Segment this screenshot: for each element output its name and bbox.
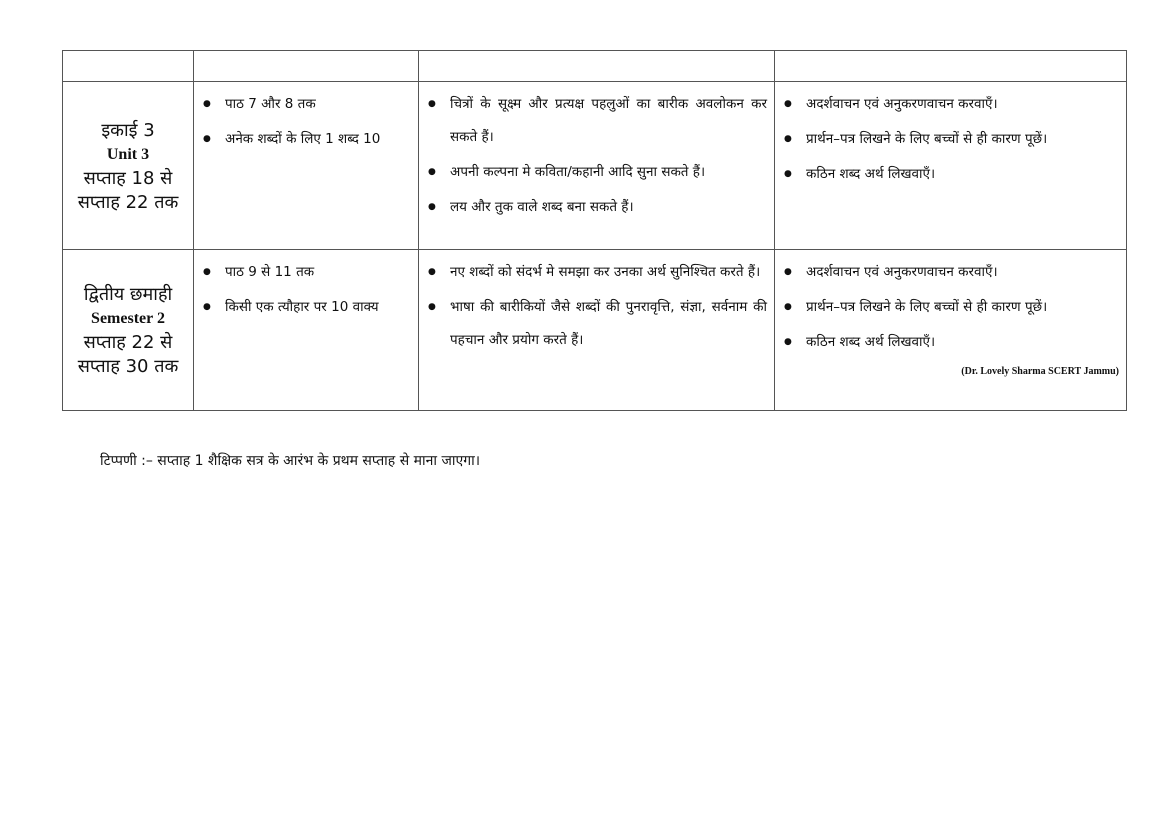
header-cell xyxy=(63,51,194,82)
header-cell xyxy=(419,51,775,82)
list-item: ● अदर्शवाचन एवं अनुकरणवाचन करवाएँ। xyxy=(782,88,1119,121)
list-item: ● अदर्शवाचन एवं अनुकरणवाचन करवाएँ। xyxy=(782,256,1119,289)
week-to: सप्ताह 30 तक xyxy=(77,356,179,377)
list-item: ● पाठ 9 से 11 तक xyxy=(201,256,411,289)
content-cell xyxy=(194,250,419,411)
outcomes-cell xyxy=(419,82,775,250)
unit-hindi: इकाई 3 xyxy=(101,119,155,141)
list-item: ● पाठ 7 और 8 तक xyxy=(201,88,411,121)
list-item: ● अपनी कल्पना मे कविता/कहानी आदि सुना सकते हैं। xyxy=(426,156,767,189)
week-from: सप्ताह 18 से xyxy=(83,167,173,189)
header-cell xyxy=(775,51,1127,82)
activities-cell xyxy=(775,250,1127,411)
list-item: ● प्रार्थन–पत्र लिखने के लिए बच्चों से ही कारण पूछें। xyxy=(782,291,1119,324)
author-credit: (Dr. Lovely Sharma SCERT Jammu) xyxy=(961,366,1119,377)
table-row xyxy=(63,82,1127,250)
table-header-row xyxy=(63,51,1127,82)
table-row xyxy=(63,250,1127,411)
list-item: ● किसी एक त्यौहार पर 10 वाक्य xyxy=(201,291,411,324)
week-from: सप्ताह 22 से xyxy=(83,332,173,353)
list-item: ● नए शब्दों को संदर्भ मे समझा कर उनका अर्थ सुनिश्चित करते हैं। xyxy=(426,256,767,289)
activities-cell xyxy=(775,82,1127,250)
list-item: ● प्रार्थन–पत्र लिखने के लिए बच्चों से ही कारण पूछें। xyxy=(782,123,1119,156)
list-item: ● लय और तुक वाले शब्द बना सकते हैं। xyxy=(426,191,767,224)
list-item: ● भाषा की बारीकियों जैसे शब्दों की पुनरावृत्ति, संज्ञा, सर्वनाम की पहचान और प्रयोग करते हैं। xyxy=(426,291,767,357)
syllabus-table xyxy=(62,50,1127,411)
footnote: टिप्पणी :– सप्ताह 1 शैक्षिक सत्र के आरंभ के प्रथम सप्ताह से माना जाएगा। xyxy=(100,453,481,469)
unit-english: Unit 3 xyxy=(106,145,150,163)
list-item: ● अनेक शब्दों के लिए 1 शब्द 10 xyxy=(201,123,411,156)
content-cell xyxy=(194,82,419,250)
unit-hindi: द्वितीय छमाही xyxy=(83,284,173,305)
week-to: सप्ताह 22 तक xyxy=(77,191,179,213)
list-item: ● कठिन शब्द अर्थ लिखवाएँ। xyxy=(782,158,1119,191)
unit-cell xyxy=(63,82,194,250)
header-cell xyxy=(194,51,419,82)
list-item: ● चित्रों के सूक्ष्म और प्रत्यक्ष पहलुओं का बारीक अवलोकन कर सकते हैं। xyxy=(426,88,767,154)
outcomes-cell xyxy=(419,250,775,411)
unit-english: Semester 2 xyxy=(91,310,165,327)
list-item: ● कठिन शब्द अर्थ लिखवाएँ। xyxy=(782,326,1119,359)
unit-cell xyxy=(63,250,194,411)
